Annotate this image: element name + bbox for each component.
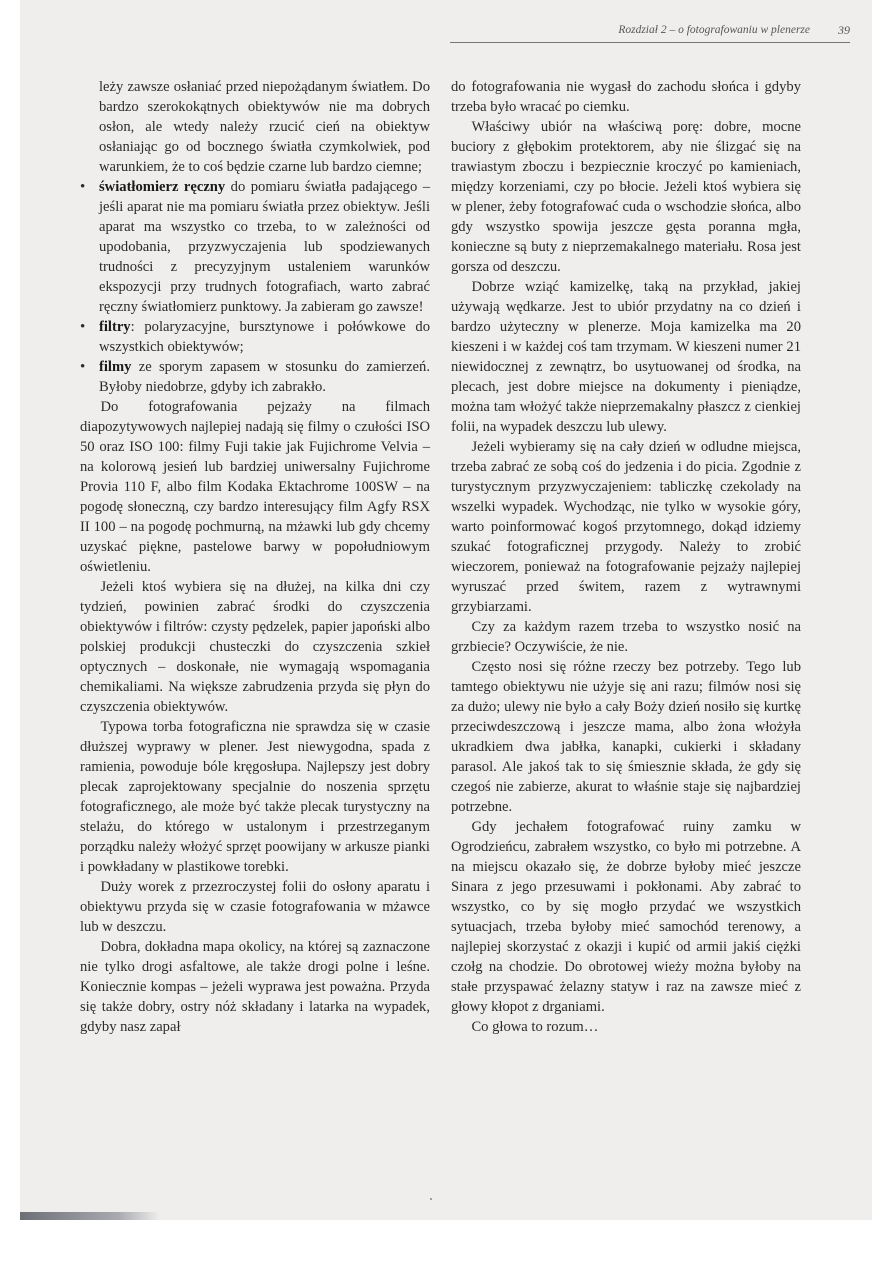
- paragraph: Dobra, dokładna mapa okolicy, na której są zaznaczone nie tylko drogi asfaltowe, ale także drogi polne i leśne. Koniecznie kompas – jeżeli wyprawa jest poważna. Przyda się także dobry, ostry nóż składany i latarka na wypadek, gdyby nasz zapał: [80, 939, 430, 1035]
- list-text: do pomiaru światła padającego – jeśli aparat nie ma pomiaru światła przez obiektyw. Jeśli aparat ma wszystko co trzeba, to w zależności od upodobania, przyzwyczajenia lub spodziewanych trudności z precyzyjnym ustaleniem warunków ekspozycji przy trudnych fotografiach, warto zabrać ręczny światłomierz punktowy. Ja zabieram go zawsze!: [99, 179, 431, 315]
- paragraph: Gdy jechałem fotografować ruiny zamku w Ogrodzieńcu, zabrałem wszystko, co było mi potrzebne. A na miejscu okazało się, że dobrze byłoby mieć jeszcze Sinara z jego przesuwami i pokłonami. Aby zabrać to wszystko, co by się mogło przydać we wszystkich sytuacjach, trzeba byłoby mieć samochód terenowy, a najlepiej skorzystać z okazji i kupić od armii jakiś ciężki czołg na chodzie. Do obrotowej wieży można byłoby na stałe przyspawać żelazny statyw i raz na zawsze mieć z głowy kłopot z drganiami.: [451, 819, 801, 1015]
- list-text: ze sporym zapasem w stosunku do zamierzeń. Byłoby niedobrze, gdyby ich zabrakło.: [99, 359, 430, 395]
- list-text: : polaryzacyjne, bursztynowe i połówkowe do wszystkich obiektywów;: [99, 319, 430, 355]
- running-header: [450, 20, 850, 43]
- list-term: filtry: [99, 319, 131, 335]
- equipment-list: [80, 77, 430, 397]
- list-item-films: [80, 357, 430, 397]
- paragraph: Jeżeli wybieramy się na cały dzień w odludne miejsca, trzeba zabrać ze sobą coś do jedzenia i do picia. Zgodnie z turystycznym przyzwyczajeniem: tabliczkę czekolady na wszelki wypadek. Wychodząc, nie tylko w wysokie góry, warto poinformować kogoś przytomnego, dokąd idziemy szukać fotograficznej przygody. Należy to zrobić wieczorem, ponieważ na fotografowanie pejzaży najlepiej wyruszać przed świtem, razem z wytrawnymi grzybiarzami.: [451, 439, 801, 615]
- paragraph: Co głowa to rozum…: [471, 1019, 599, 1035]
- right-column: [451, 77, 801, 1037]
- page-edge-shadow: [20, 1212, 160, 1220]
- paragraph: Często nosi się różne rzeczy bez potrzeby. Tego lub tamtego obiektywu nie użyje się ani razu; filmów nosi się za dużo; ulewy nie było a cały Boży dzień nosiło się kurtkę przeciwdeszczową i jeszcze mama, albo żona włożyła ukradkiem dwa jabłka, kanapki, cukierki i składany parasol. Ale jakoś tak to się śmiesznie składa, że gdy się czegoś nie zabierze, akurat to właśnie staje się najbardziej potrzebne.: [451, 659, 801, 815]
- paragraph: Jeżeli ktoś wybiera się na dłużej, na kilka dni czy tydzień, powinien zabrać środki do czyszczenia obiektywów i filtrów: czysty pędzelek, papier japoński albo polskiej produkcji chusteczki do czyszczenia szkieł optycznych – doskonałe, nie wymagają wspomagania chemikaliami. Na większe zabrudzenia przyda się płyn do czyszczenia obiektywów.: [80, 579, 430, 715]
- paragraph: Duży worek z przezroczystej folii do osłony aparatu i obiektywu przyda się w czasie fotografowania w mżawce lub w deszczu.: [80, 879, 430, 935]
- page-number: 39: [838, 23, 850, 37]
- scan-speck: [430, 1198, 432, 1200]
- left-column: [80, 77, 430, 1037]
- paragraph: Do fotografowania pejzaży na filmach diapozytywowych najlepiej nadają się filmy o czułości ISO 50 oraz ISO 100: filmy Fuji takie jak Fujichrome Velvia – na kolorową jesień lub bardziej uniwersalny Fujichrome Provia 110 F, albo film Kodaka Ektachrome 100SW – na pogodę słoneczną, czy bardzo interesujący film Agfy RSX II 100 – na pogodę pochmurną, na mżawki lub gdy chcemy uzyskać piękne, pastelowe barwy w popołudniowym oświetleniu.: [80, 399, 430, 575]
- list-item-continued: leży zawsze osłaniać przed niepożądanym światłem. Do bardzo szerokokątnych obiektywów nie ma dobrych osłon, ale wtedy należy rzucić cień na obiektyw osłaniając go od bocznego światła czymkolwiek, pod warunkiem, że to coś będzie czarne lub bardzo ciemne;: [99, 79, 430, 175]
- list-term: światłomierz ręczny: [99, 179, 226, 195]
- paragraph-continued: do fotografowania nie wygasł do zachodu słońca i gdyby trzeba było wracać po ciemku.: [451, 79, 801, 115]
- paragraph: Typowa torba fotograficzna nie sprawdza się w czasie dłuższej wyprawy w plener. Jest niewygodna, spada z ramienia, powoduje bóle kręgosłupa. Najlepszy jest dobry plecak zaprojektowany specjalnie do noszenia sprzętu fotograficznego, ale może być także plecak turystyczny na stelażu, do którego w ustalonym i przestrzeganym porządku należy włożyć sprzęt poowijany w arkusze pianki i powkładany w plastikowe torebki.: [80, 719, 430, 875]
- paragraph: Czy za każdym razem trzeba to wszystko nosić na grzbiecie? Oczywiście, że nie.: [451, 619, 801, 655]
- running-title: Rozdział 2 – o fotografowaniu w plenerze: [618, 24, 810, 36]
- list-item-filters: [80, 317, 430, 357]
- paragraph: Dobrze wziąć kamizelkę, taką na przykład, jakiej używają wędkarze. Jest to ubiór przydatny na co dzień i bardzo użyteczny w plenerze. Moja kamizelka ma 20 kieszeni i w każdej coś tam trzymam. W kieszeni numer 21 niewidocznej z zewnątrz, bo usytuowanej od środka, na plecach, jest dobre miejsce na dokumenty i pieniądze, można tam włożyć także nieprzemakalny płaszcz z cienkiej folii, na wypadek deszczu lub ulewy.: [451, 279, 801, 435]
- list-term: filmy: [99, 359, 132, 375]
- paragraph: Właściwy ubiór na właściwą porę: dobre, mocne buciory z głębokim protektorem, aby nie ślizgać się na trawiastym zboczu i bezpiecznie kroczyć po kamieniach, między korzeniami, czy po błocie. Jeżeli ktoś wybiera się w plener, żeby fotografować cuda o wschodzie słońca, albo gdy wszystko spowija jeszcze gęsta poranna mgła, konieczne są buty z nieprzemakalnego materiału. Rosa jest gorsza od deszczu.: [451, 119, 801, 275]
- list-item-light-meter: [80, 177, 430, 317]
